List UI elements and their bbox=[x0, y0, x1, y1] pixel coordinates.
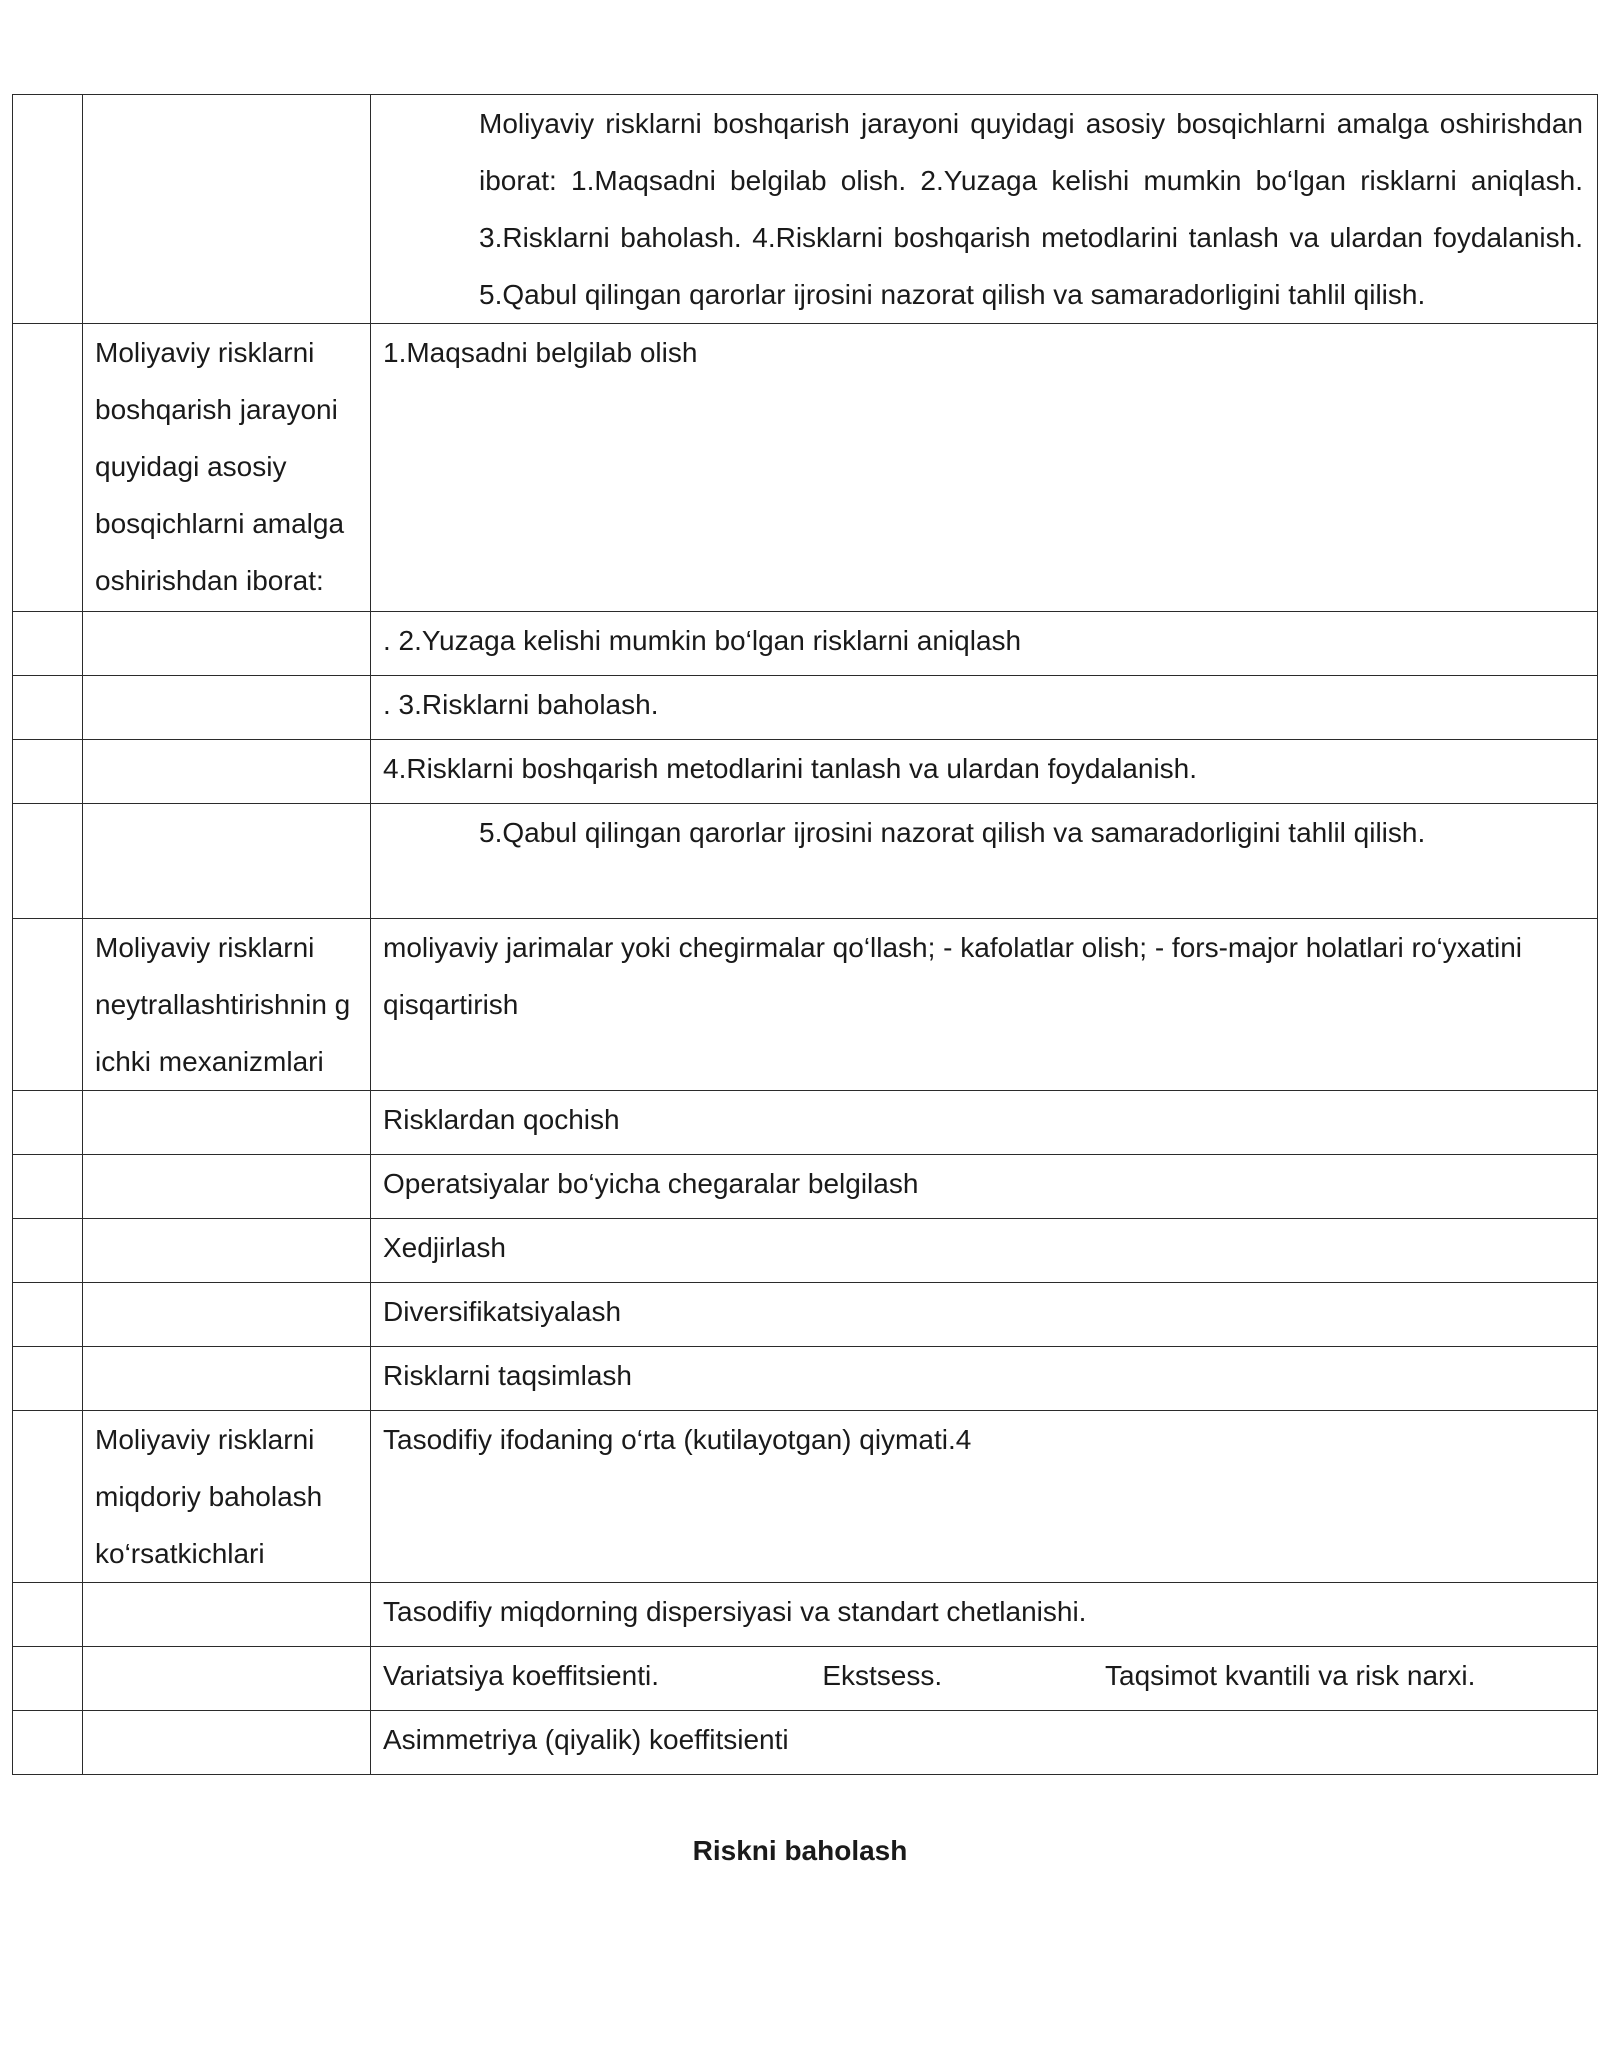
row-number-cell bbox=[13, 804, 83, 919]
content-table bbox=[12, 94, 1598, 1775]
row-text: Diversifikatsiyalash bbox=[371, 1283, 1598, 1347]
table-row bbox=[13, 1347, 1598, 1411]
row-text: 1.Maqsadni belgilab olish bbox=[371, 324, 1598, 612]
row-number-cell bbox=[13, 1583, 83, 1647]
row-text: 5.Qabul qilingan qarorlar ijrosini nazorat qilish va samaradorligini tahlil qilish. bbox=[371, 804, 1598, 919]
row-label: Moliyaviy risklarni neytrallashtirishnin g ichki mexanizmlari bbox=[83, 919, 371, 1091]
row-text: Variatsiya koeffitsienti. Ekstsess. Taqsimot kvantili va risk narxi. bbox=[371, 1647, 1598, 1711]
section-title: Riskni baholash bbox=[692, 1835, 908, 1866]
row-text: moliyaviy jarimalar yoki chegirmalar qo‘llash; - kafolatlar olish; - fors-major holatlari ro‘yxatini qisqartirish bbox=[371, 919, 1598, 1091]
row-label bbox=[83, 1711, 371, 1775]
table-row bbox=[13, 1711, 1598, 1775]
row-label bbox=[83, 676, 371, 740]
row-text: . 3.Risklarni baholash. bbox=[371, 676, 1598, 740]
row-number-cell bbox=[13, 612, 83, 676]
row-text: Tasodifiy miqdorning dispersiyasi va standart chetlanishi. bbox=[371, 1583, 1598, 1647]
row-text: Tasodifiy ifodaning o‘rta (kutilayotgan) qiymati.4 bbox=[371, 1411, 1598, 1583]
table-row bbox=[13, 612, 1598, 676]
row-label bbox=[83, 1283, 371, 1347]
row-label: Moliyaviy risklarni boshqarish jarayoni quyidagi asosiy bosqichlarni amalga oshirishdan iborat: bbox=[83, 324, 371, 612]
row-number-cell bbox=[13, 324, 83, 612]
row-number-cell bbox=[13, 740, 83, 804]
row-text: Asimmetriya (qiyalik) koeffitsienti bbox=[371, 1711, 1598, 1775]
row-label bbox=[83, 1347, 371, 1411]
row-text: Moliyaviy risklarni boshqarish jarayoni quyidagi asosiy bosqichlarni amalga oshirishdan iborat: 1.Maqsadni belgilab olish. 2.Yuzaga kelishi mumkin bo‘lgan risklarni aniqlash. 3.Risklarni baholash. 4.Risklarni boshqarish metodlarini tanlash va ulardan foydalanish. 5.Qabul qilingan qarorlar ijrosini nazorat qilish va samaradorligini tahlil qilish. bbox=[371, 95, 1598, 324]
row-label bbox=[83, 740, 371, 804]
row-number-cell bbox=[13, 1155, 83, 1219]
table-row bbox=[13, 1647, 1598, 1711]
table-row bbox=[13, 1091, 1598, 1155]
row-number-cell bbox=[13, 1711, 83, 1775]
table-row bbox=[13, 1583, 1598, 1647]
row-label bbox=[83, 1091, 371, 1155]
row-text: Xedjirlash bbox=[371, 1219, 1598, 1283]
row-number-cell bbox=[13, 1647, 83, 1711]
row-label bbox=[83, 1647, 371, 1711]
row-label bbox=[83, 95, 371, 324]
table-row bbox=[13, 919, 1598, 1091]
row-number-cell bbox=[13, 1283, 83, 1347]
row-label bbox=[83, 804, 371, 919]
row-text: Risklardan qochish bbox=[371, 1091, 1598, 1155]
row-label bbox=[83, 1219, 371, 1283]
table-row bbox=[13, 95, 1598, 324]
row-label: Moliyaviy risklarni miqdoriy baholash ko‘rsatkichlari bbox=[83, 1411, 371, 1583]
table-row bbox=[13, 676, 1598, 740]
table-row bbox=[13, 1283, 1598, 1347]
table-row bbox=[13, 1155, 1598, 1219]
row-number-cell bbox=[13, 95, 83, 324]
row-number-cell bbox=[13, 1219, 83, 1283]
row-label bbox=[83, 612, 371, 676]
row-text: . 2.Yuzaga kelishi mumkin bo‘lgan risklarni aniqlash bbox=[371, 612, 1598, 676]
row-number-cell bbox=[13, 919, 83, 1091]
row-text: 4.Risklarni boshqarish metodlarini tanlash va ulardan foydalanish. bbox=[371, 740, 1598, 804]
row-number-cell bbox=[13, 1411, 83, 1583]
row-text: Risklarni taqsimlash bbox=[371, 1347, 1598, 1411]
row-label bbox=[83, 1155, 371, 1219]
table-row bbox=[13, 804, 1598, 919]
table-row bbox=[13, 1411, 1598, 1583]
table-row bbox=[13, 1219, 1598, 1283]
row-number-cell bbox=[13, 1091, 83, 1155]
row-label bbox=[83, 1583, 371, 1647]
table-row bbox=[13, 740, 1598, 804]
row-number-cell bbox=[13, 1347, 83, 1411]
row-number-cell bbox=[13, 676, 83, 740]
table-row bbox=[13, 324, 1598, 612]
row-text: Operatsiyalar bo‘yicha chegaralar belgilash bbox=[371, 1155, 1598, 1219]
